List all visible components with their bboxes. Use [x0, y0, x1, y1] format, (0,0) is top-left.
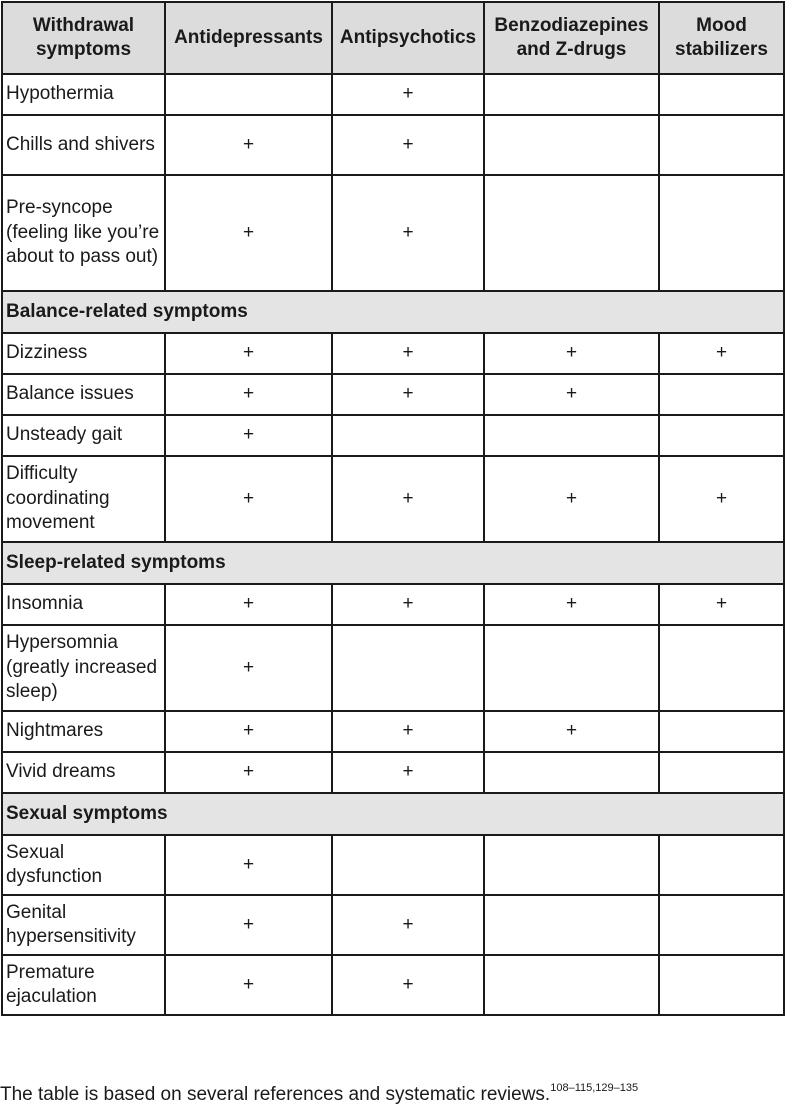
table-row [2, 115, 784, 175]
symptom-mark-cell [484, 115, 659, 175]
symptom-name: Balance issues [2, 374, 165, 415]
symptom-mark-cell: + [165, 955, 332, 1015]
symptom-mark-cell: + [332, 955, 484, 1015]
table-row [2, 456, 784, 542]
symptom-mark-cell: + [659, 333, 784, 374]
symptom-mark-cell: + [165, 835, 332, 895]
symptom-mark-cell [484, 415, 659, 456]
symptom-mark-cell [659, 115, 784, 175]
symptom-mark-cell [659, 74, 784, 115]
symptom-mark-cell: + [484, 456, 659, 542]
symptom-mark-cell: + [165, 752, 332, 793]
symptom-mark-cell: + [332, 584, 484, 625]
header-mood-stabilizers: Mood stabilizers [659, 2, 784, 74]
symptom-mark-cell [332, 835, 484, 895]
table-row [2, 835, 784, 895]
symptom-mark-cell: + [659, 456, 784, 542]
symptom-mark-cell: + [165, 175, 332, 291]
table-row [2, 175, 784, 291]
symptom-name: Difficulty coordinating movement [2, 456, 165, 542]
withdrawal-symptoms-table [1, 1, 785, 1016]
header-antipsychotics: Antipsychotics [332, 2, 484, 74]
section-header-row [2, 542, 784, 584]
symptom-mark-cell: + [332, 175, 484, 291]
symptom-mark-cell [659, 752, 784, 793]
symptom-mark-cell: + [484, 333, 659, 374]
symptom-name: Hypothermia [2, 74, 165, 115]
symptom-mark-cell [484, 752, 659, 793]
section-header-row [2, 793, 784, 835]
symptom-mark-cell [659, 625, 784, 711]
symptom-mark-cell: + [484, 584, 659, 625]
section-label: Sexual symptoms [2, 793, 784, 835]
footnote-text: The table is based on several references and systematic reviews. [0, 1084, 551, 1105]
symptom-mark-cell: + [484, 711, 659, 752]
symptom-name: Chills and shivers [2, 115, 165, 175]
table-row [2, 895, 784, 955]
symptom-name: Genital hypersensitivity [2, 895, 165, 955]
table-row [2, 74, 784, 115]
header-withdrawal-symptoms: Withdrawal symptoms [2, 2, 165, 74]
symptom-mark-cell: + [165, 895, 332, 955]
symptom-mark-cell [659, 895, 784, 955]
symptom-mark-cell: + [165, 711, 332, 752]
table-header-row [2, 2, 784, 74]
symptom-mark-cell [165, 74, 332, 115]
symptom-mark-cell [659, 955, 784, 1015]
symptom-mark-cell: + [332, 115, 484, 175]
header-antidepressants: Antidepressants [165, 2, 332, 74]
symptom-mark-cell: + [332, 374, 484, 415]
table-row [2, 625, 784, 711]
section-label: Sleep-related symptoms [2, 542, 784, 584]
symptom-name: Pre-syncope (feeling like you’re about to pass out) [2, 175, 165, 291]
symptom-mark-cell: + [332, 333, 484, 374]
symptom-name: Sexual dysfunction [2, 835, 165, 895]
symptom-mark-cell [484, 175, 659, 291]
symptom-mark-cell: + [332, 74, 484, 115]
symptom-mark-cell [484, 835, 659, 895]
symptom-mark-cell: + [165, 374, 332, 415]
table-row [2, 711, 784, 752]
section-header-row [2, 291, 784, 333]
symptom-mark-cell [659, 835, 784, 895]
table-row [2, 333, 784, 374]
symptom-mark-cell [659, 711, 784, 752]
symptom-mark-cell [332, 415, 484, 456]
symptom-name: Dizziness [2, 333, 165, 374]
symptom-name: Vivid dreams [2, 752, 165, 793]
footnote [0, 1083, 638, 1107]
symptom-mark-cell: + [165, 625, 332, 711]
footnote-references: 108–115,129–135 [550, 1082, 639, 1094]
symptom-mark-cell [659, 175, 784, 291]
symptom-mark-cell [484, 895, 659, 955]
symptom-mark-cell: + [165, 415, 332, 456]
section-label: Balance-related symptoms [2, 291, 784, 333]
symptom-mark-cell [332, 625, 484, 711]
symptom-mark-cell: + [332, 711, 484, 752]
symptom-name: Unsteady gait [2, 415, 165, 456]
table-body [2, 74, 784, 1015]
symptom-name: Nightmares [2, 711, 165, 752]
symptom-name: Hypersomnia (greatly increased sleep) [2, 625, 165, 711]
symptom-mark-cell [484, 625, 659, 711]
symptom-mark-cell: + [659, 584, 784, 625]
table-row [2, 415, 784, 456]
symptom-mark-cell: + [165, 456, 332, 542]
symptom-mark-cell [659, 374, 784, 415]
symptom-mark-cell [484, 955, 659, 1015]
symptom-mark-cell: + [165, 333, 332, 374]
symptom-name: Premature ejaculation [2, 955, 165, 1015]
symptom-mark-cell: + [332, 895, 484, 955]
symptom-name: Insomnia [2, 584, 165, 625]
symptom-mark-cell: + [165, 115, 332, 175]
symptom-mark-cell: + [332, 752, 484, 793]
symptom-mark-cell [484, 74, 659, 115]
symptom-mark-cell: + [484, 374, 659, 415]
table-row [2, 374, 784, 415]
table-row [2, 584, 784, 625]
table-row [2, 955, 784, 1015]
symptom-mark-cell: + [332, 456, 484, 542]
symptom-mark-cell [659, 415, 784, 456]
symptom-mark-cell: + [165, 584, 332, 625]
header-benzodiazepines: Benzodiazepines and Z-drugs [484, 2, 659, 74]
table-row [2, 752, 784, 793]
